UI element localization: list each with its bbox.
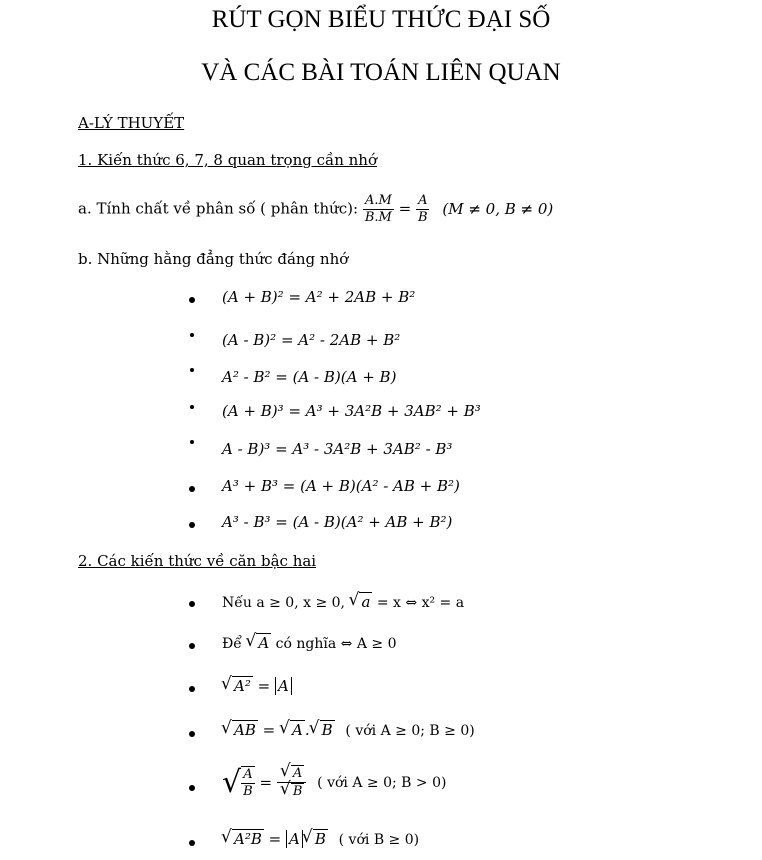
sqrt-rule-square: √ A² = A — [222, 676, 292, 695]
sqrt-rule-domain: Để √ A có nghĩa ⇔ A ≥ 0 — [222, 633, 397, 652]
bullet-icon — [189, 522, 195, 528]
title-line-1: RÚT GỌN BIỂU THỨC ĐẠI SỐ — [211, 6, 551, 33]
identity-2: (A - B)² = A² - 2AB + B² — [222, 331, 401, 349]
subsection-1-heading: 1. Kiến thức 6, 7, 8 quan trọng cần nhớ — [78, 151, 377, 169]
bullet-icon — [190, 405, 194, 409]
identity-1: (A + B)² = A² + 2AB + B² — [222, 288, 416, 306]
bullet-icon — [189, 297, 195, 303]
sqrt-rule-definition: Nếu a ≥ 0, x ≥ 0, √ a = x ⇔ x² = a — [222, 592, 464, 611]
fraction-condition: (M ≠ 0, B ≠ 0) — [442, 199, 554, 218]
fraction-property-label: a. Tính chất về phân số ( phân thức): — [78, 199, 359, 218]
identity-5: A - B)³ = A³ - 3A²B + 3AB² - B³ — [222, 440, 453, 458]
bullet-icon — [190, 368, 194, 372]
bullet-icon — [189, 686, 195, 692]
bullet-icon — [189, 601, 195, 607]
bullet-icon — [189, 486, 195, 492]
fraction-am-bm: $\frac{A.M}{B.M}$ — [364, 193, 392, 225]
bullet-icon — [189, 731, 195, 737]
bullet-icon — [189, 643, 195, 649]
sqrt-rule-quotient: √ $\frac{A}{B}$ = √ A √ B ( với A ≥ 0; B > 0) — [222, 765, 446, 800]
sqrt-rule-extract: √ A²B = A √ B ( với B ≥ 0) — [222, 829, 419, 848]
identities-heading: b. Những hằng đẳng thức đáng nhớ — [78, 250, 349, 268]
identity-3: A² - B² = (A - B)(A + B) — [222, 368, 397, 386]
fraction-property: a. Tính chất về phân số ( phân thức): $\frac{A.M}{B.M}$ = $\frac{A}{B}$ (M ≠ 0, B ≠ 0) — [78, 193, 554, 225]
bullet-icon — [189, 785, 195, 791]
subsection-2-heading: 2. Các kiến thức về căn bậc hai — [78, 552, 317, 570]
fraction-a-b: $\frac{A}{B}$ — [418, 193, 428, 225]
identity-7: A³ - B³ = (A - B)(A² + AB + B²) — [222, 513, 453, 531]
sqrt-rule-product: √ AB = √ A . √ B ( với A ≥ 0; B ≥ 0) — [222, 720, 475, 739]
identity-4: (A + B)³ = A³ + 3A²B + 3AB² + B³ — [222, 402, 481, 420]
identity-6: A³ + B³ = (A + B)(A² - AB + B²) — [222, 477, 460, 495]
title-line-2: VÀ CÁC BÀI TOÁN LIÊN QUAN — [201, 59, 561, 86]
bullet-icon — [190, 440, 194, 444]
section-a-heading: A-LÝ THUYẾT — [78, 114, 185, 132]
bullet-icon — [190, 333, 194, 337]
bullet-icon — [189, 840, 195, 846]
